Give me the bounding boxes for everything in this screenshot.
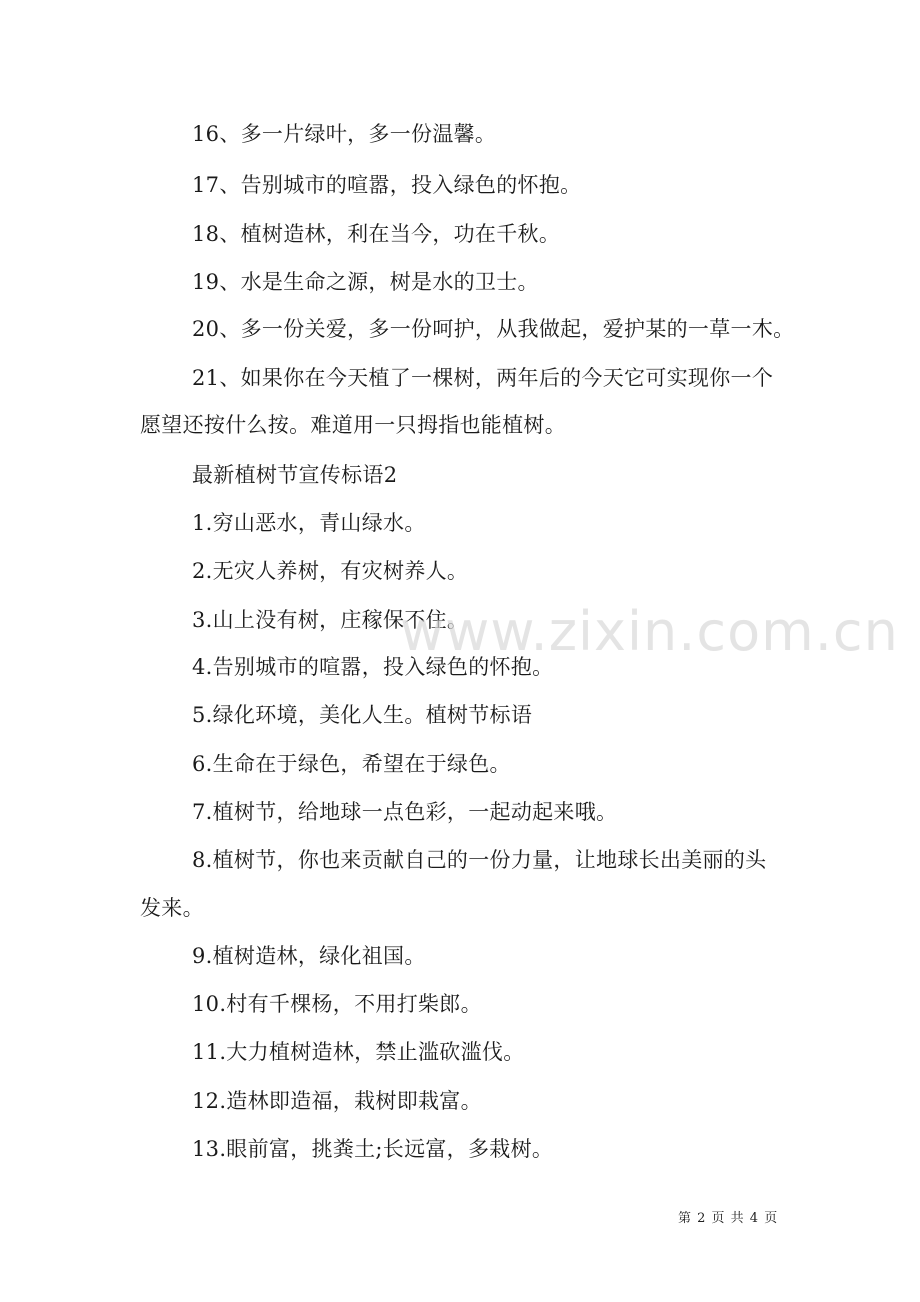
text-line: 18、植树造林，利在当今，功在千秋。 [192, 222, 561, 246]
list-item: 10.村有千棵杨，不用打柴郎。 [192, 992, 482, 1016]
list-item: 5.绿化环境，美化人生。植树节标语 [192, 703, 533, 727]
list-item: 8.植树节，你也来贡献自己的一份力量，让地球长出美丽的头 [192, 848, 767, 872]
text-line: 19、水是生命之源，树是水的卫士。 [192, 270, 539, 294]
list-item: 4.告别城市的喧嚣，投入绿色的怀抱。 [192, 655, 554, 679]
list-item: 6.生命在于绿色，希望在于绿色。 [192, 752, 511, 776]
list-item: 7.植树节，给地球一点色彩，一起动起来哦。 [192, 800, 618, 824]
list-item-continuation: 发来。 [140, 896, 204, 920]
list-item: 2.无灾人养树，有灾树养人。 [192, 559, 469, 583]
text-line: 21、如果你在今天植了一棵树，两年后的今天它可实现你一个 [192, 366, 774, 390]
list-item: 11.大力植树造林，禁止滥砍滥伐。 [192, 1040, 525, 1064]
text-line: 16、多一片绿叶，多一份温馨。 [192, 122, 497, 146]
page-footer: 第 2 页 共 4 页 [678, 1211, 779, 1226]
section-heading: 最新植树节宣传标语2 [192, 463, 398, 487]
list-item: 12.造林即造福，栽树即栽富。 [192, 1089, 482, 1113]
text-line: 愿望还按什么按。难道用一只拇指也能植树。 [140, 413, 566, 437]
list-item: 3.山上没有树，庄稼保不住。 [192, 608, 469, 632]
text-line: 20、多一份关爱，多一份呵护，从我做起，爱护某的一草一木。 [192, 317, 795, 341]
text-line: 17、告别城市的喧嚣，投入绿色的怀抱。 [192, 173, 582, 197]
list-item: 9.植树造林，绿化祖国。 [192, 944, 426, 968]
watermark: www.zixin.com.cn [400, 600, 899, 663]
list-item: 1.穷山恶水，青山绿水。 [192, 511, 426, 535]
list-item: 13.眼前富，挑粪土;长远富，多栽树。 [192, 1137, 554, 1161]
